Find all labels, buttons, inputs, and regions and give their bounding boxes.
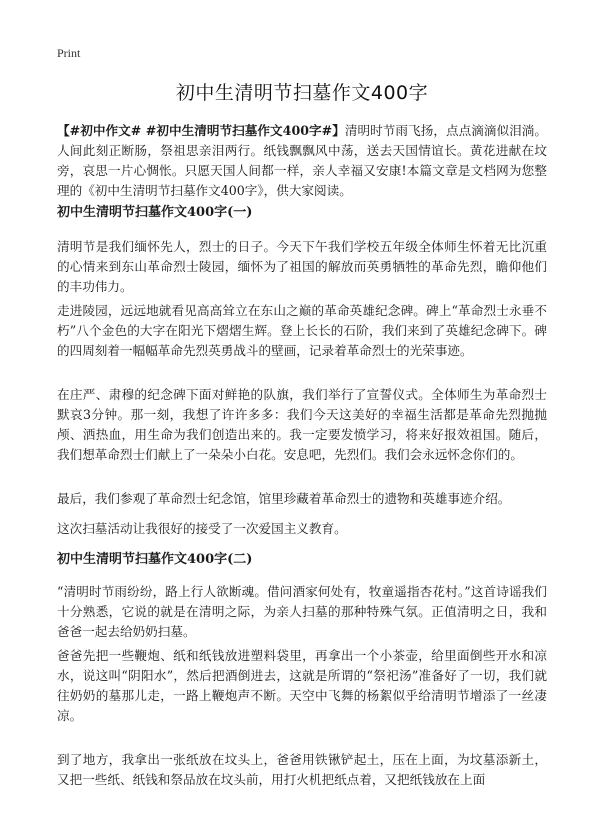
section2-paragraph-1: “清明时节雨纷纷，路上行人欲断魂。借问酒家何处有，牧童遥指杏花村。”这首诗谣我们十分熟悉，它说的就是在清明之际，为亲人扫墓的那种特殊气氛。正值清明之日，我和爸爸一起去给奶奶扫墓。	[57, 584, 547, 639]
section-heading-1: 初中生清明节扫墓作文400字(一)	[57, 205, 253, 220]
section1-paragraph-4: 最后，我们参观了革命烈士纪念馆，馆里珍藏着革命烈士的遗物和英雄事迹介绍。	[57, 491, 511, 506]
print-label: Print	[57, 46, 81, 60]
intro-text: 清明时节雨飞扬，点点滴滴似泪淌。人间此刻正断肠，祭祖思亲泪两行。纸钱飘飘风中荡，送去天国情谊长。黄花进献在坟旁，哀思一片心惆怅。只愿天国人间都一样，亲人幸福又安康!本篇文章是文档网为您整理的《初中生清明节扫墓作文400字》，供大家阅读。	[57, 123, 548, 198]
section2-paragraph-2: 爸爸先把一些鞭炮、纸和纸钱放进塑料袋里，再拿出一个小茶壶，给里面倒些开水和凉水，说这叫“阴阳水”，然后把酒倒进去，这就是所谓的“祭祀汤”准备好了一切，我们就往奶奶的墓那儿走，一路上鞭炮声不断。天空中飞舞的杨絮似乎给清明节增添了一丝凄凉。	[57, 648, 547, 723]
intro-bold-lead: 【#初中作文# #初中生清明节扫墓作文400字#】	[57, 123, 345, 138]
section1-paragraph-3: 在庄严、肃穆的纪念碑下面对鲜艳的队旗，我们举行了宣誓仪式。全体师生为革命烈士默哀3分钟。那一刻，我想了许许多多：我们今天这美好的幸福生活都是革命先烈抛抛颅、洒热血，用生命为我们创造出来的。我一定要发愤学习，将来好报效祖国。随后，我们想革命烈士们献上了一朵朵小白花。安息吧，先烈们。我们会永远怀念你们的。	[57, 387, 547, 462]
intro-paragraph	[57, 121, 547, 201]
section1-paragraph-2: 走进陵园，远远地就看见高高耸立在东山之巅的革命英雄纪念碑。碑上“革命烈士永垂不朽”八个金色的大字在阳光下熠熠生辉。登上长长的石阶，我们来到了英雄纪念碑下。碑的四周刻着一幅幅革命先烈英勇战斗的壁画，记录着革命烈士的光荣事迹。	[57, 303, 547, 358]
section2-paragraph-3: 到了地方，我拿出一张纸放在坟头上，爸爸用铁锹铲起土，压在上面，为坟墓添新土，又把一些纸、纸钱和祭品放在坟头前，用打火机把纸点着，又把纸钱放在上面	[57, 752, 547, 787]
section-heading-2: 初中生清明节扫墓作文400字(二)	[57, 552, 253, 567]
section1-paragraph-5: 这次扫墓活动让我很好的接受了一次爱国主义教育。	[57, 521, 347, 536]
section1-paragraph-1: 清明节是我们缅怀先人，烈士的日子。今天下午我们学校五年级全体师生怀着无比沉重的心情来到东山革命烈士陵园，缅怀为了祖国的解放而英勇牺牲的革命先烈，瞻仰他们的丰功伟力。	[57, 239, 547, 294]
page-title: 初中生清明节扫墓作文400字	[175, 82, 429, 104]
